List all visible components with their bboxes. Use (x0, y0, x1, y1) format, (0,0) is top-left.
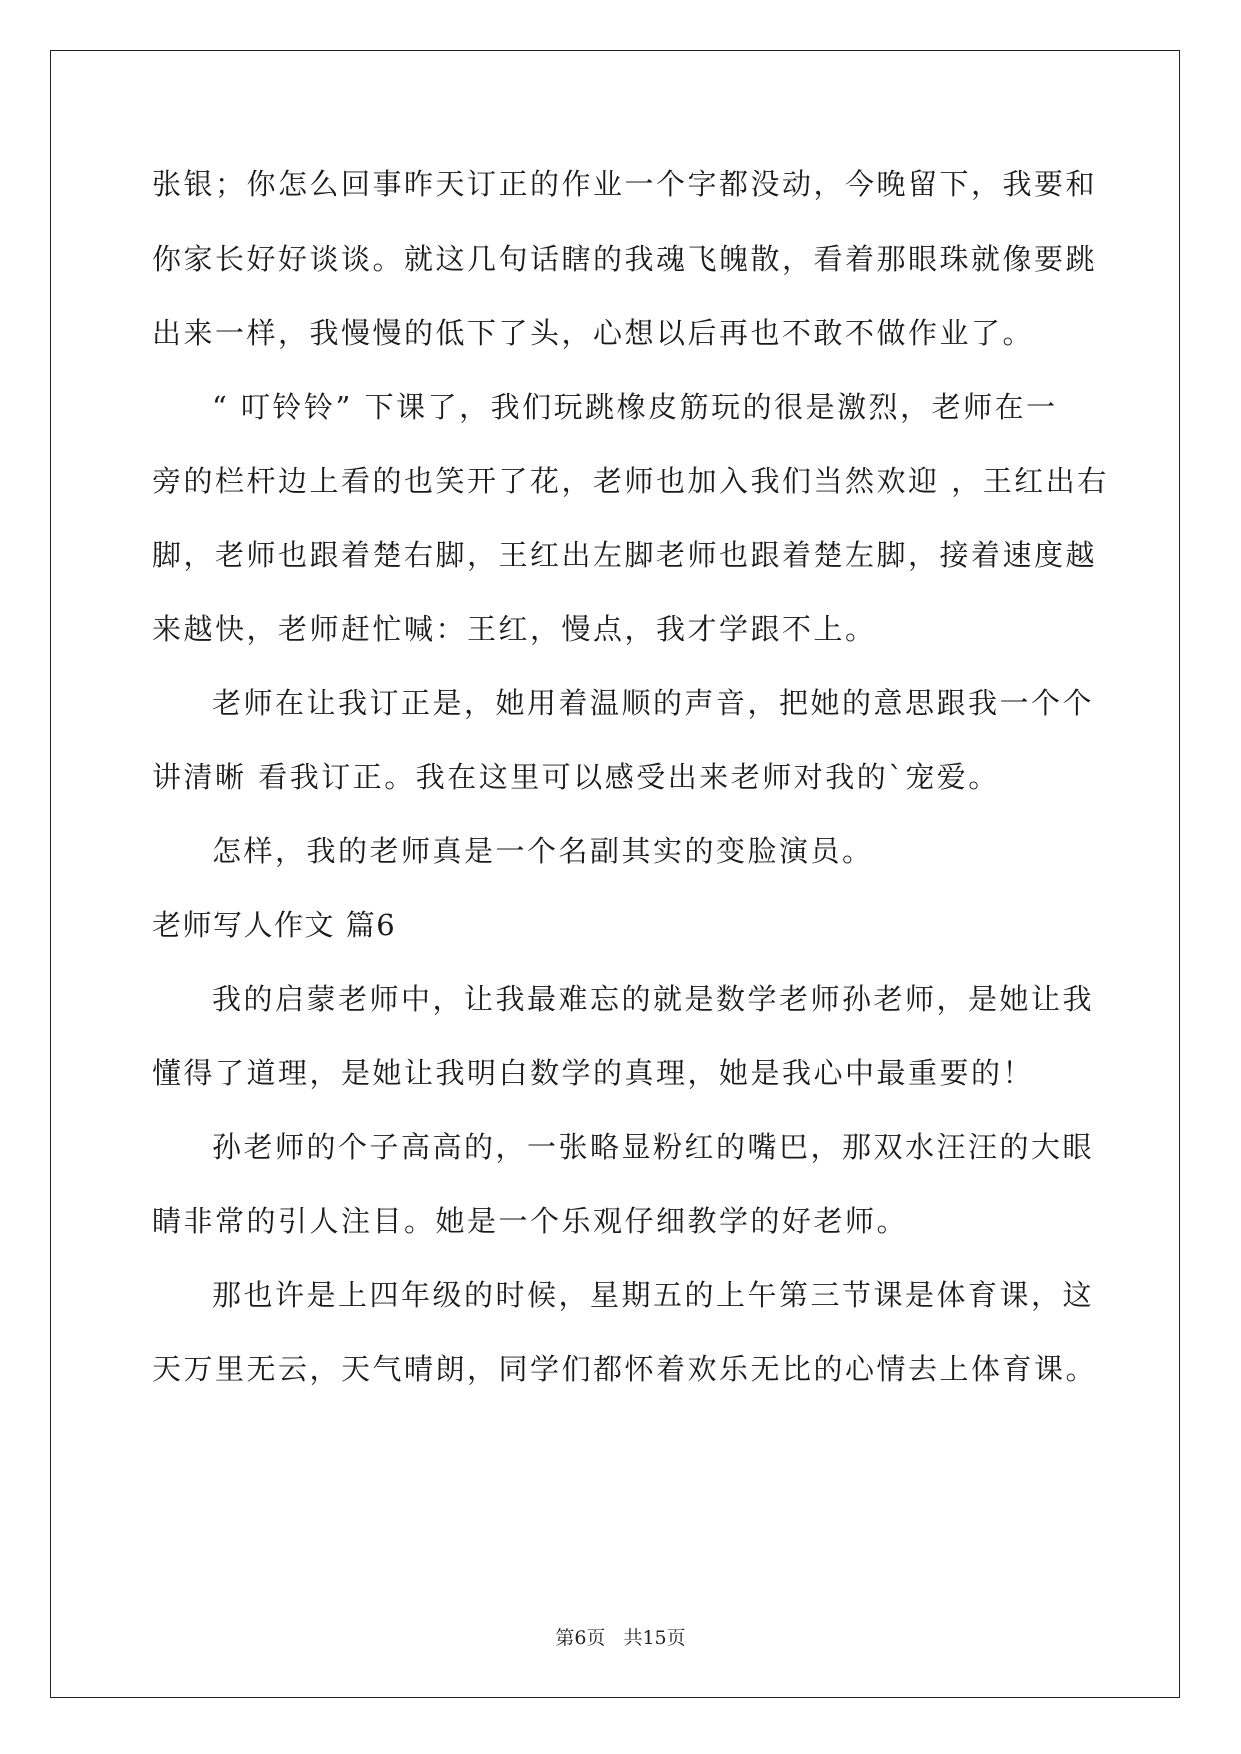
page-number-current: 第6页 (555, 1627, 606, 1649)
paragraph-line: 旁的栏杆边上看的也笑开了花，老师也加入我们当然欢迎 ，王红出右 (152, 464, 1109, 498)
paragraph-line: 天万里无云，天气晴朗，同学们都怀着欢乐无比的心情去上体育课。 (152, 1352, 1098, 1386)
paragraph-line: 来越快，老师赶忙喊：王红，慢点，我才学跟不上。 (152, 612, 877, 646)
paragraph-line: 讲清晰 看我订正。我在这里可以感受出来老师对我的`宠爱。 (152, 760, 1000, 794)
paragraph-line: 那也许是上四年级的时候，星期五的上午第三节课是体育课，这 (212, 1278, 1095, 1312)
paragraph-line: 孙老师的个子高高的，一张略显粉红的嘴巴，那双水汪汪的大眼 (212, 1130, 1095, 1164)
paragraph-line: 张银；你怎么回事昨天订正的作业一个字都没动，今晚留下，我要和 (152, 167, 1098, 201)
page-footer (0, 1626, 1241, 1650)
paragraph-line: 我的启蒙老师中，让我最难忘的就是数学老师孙老师，是她让我 (212, 982, 1095, 1016)
paragraph-line: 老师在让我订正是，她用着温顺的声音，把她的意思跟我一个个 (212, 686, 1095, 720)
paragraph-line: 懂得了道理，是她让我明白数学的真理，她是我心中最重要的！ (152, 1056, 1035, 1090)
paragraph-line: “ 叮铃铃” 下课了，我们玩跳橡皮筋玩的很是激烈，老师在一 (212, 390, 1058, 424)
page-border (50, 50, 1180, 1698)
page-number-total: 共15页 (623, 1627, 686, 1649)
paragraph-line: 脚，老师也跟着楚右脚，王红出左脚老师也跟着楚左脚，接着速度越 (152, 538, 1098, 572)
section-heading: 老师写人作文 篇6 (152, 908, 397, 942)
paragraph-line: 你家长好好谈谈。就这几句话瞎的我魂飞魄散，看着那眼珠就像要跳 (152, 242, 1098, 276)
paragraph-line: 出来一样，我慢慢的低下了头，心想以后再也不敢不做作业了。 (152, 316, 1035, 350)
paragraph-line: 睛非常的引人注目。她是一个乐观仔细教学的好老师。 (152, 1204, 909, 1238)
paragraph-line: 怎样，我的老师真是一个名副其实的变脸演员。 (212, 834, 874, 868)
